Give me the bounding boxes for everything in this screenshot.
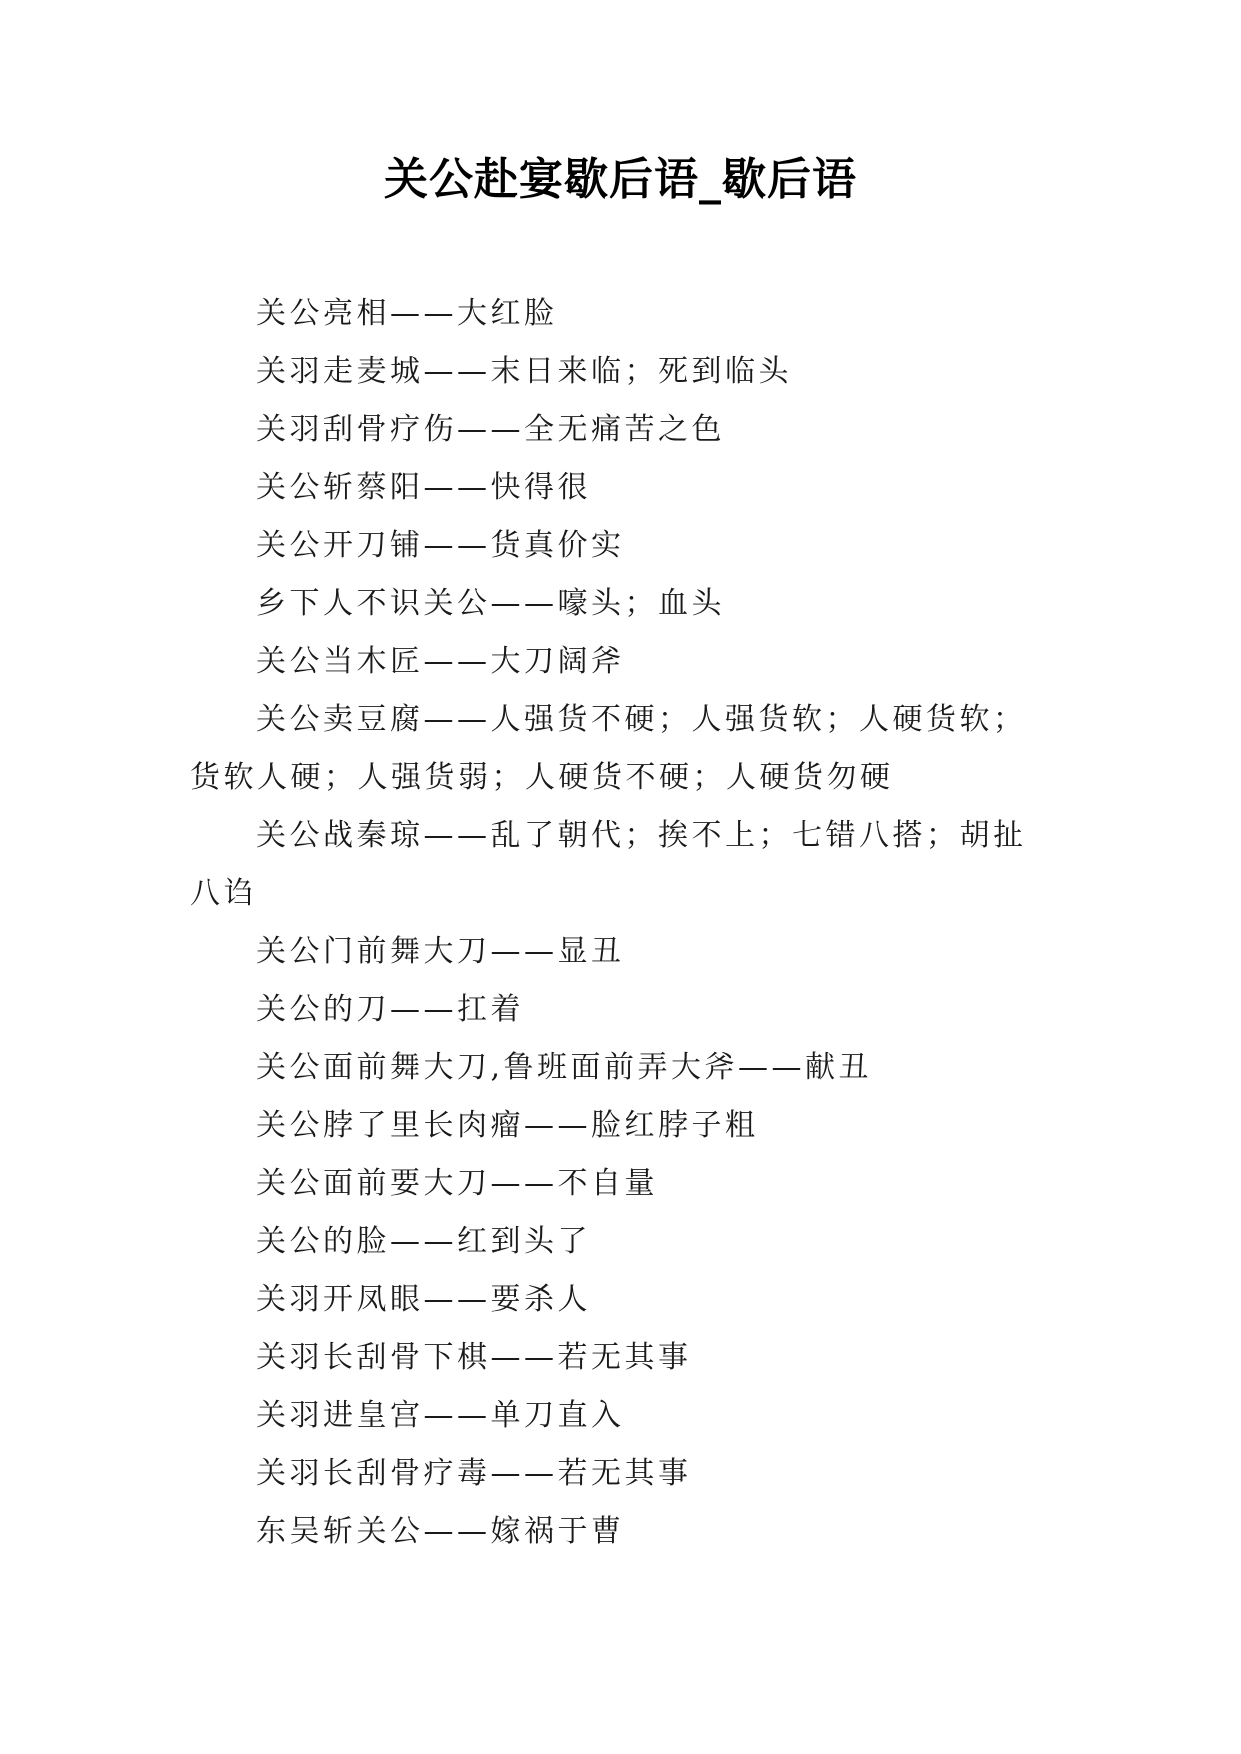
xiehouyu-entry: 乡下人不识关公——嚎头；血头 <box>256 586 725 621</box>
xiehouyu-entry: 关羽长刮骨下棋——若无其事 <box>256 1340 692 1375</box>
xiehouyu-entry: 关羽长刮骨疗毒——若无其事 <box>256 1456 692 1491</box>
xiehouyu-entry: 关公亮相——大红脸 <box>256 296 558 331</box>
xiehouyu-entry: 关公的刀——扛着 <box>256 992 524 1027</box>
xiehouyu-entry: 关公脖了里长肉瘤——脸红脖子粗 <box>256 1108 759 1143</box>
document-title: 关公赴宴歇后语_歇后语 <box>384 154 857 205</box>
xiehouyu-entry: 东吴斩关公——嫁祸于曹 <box>256 1514 625 1549</box>
xiehouyu-entry: 关羽开凤眼——要杀人 <box>256 1282 591 1317</box>
xiehouyu-entry: 关公开刀铺——货真价实 <box>256 528 625 563</box>
xiehouyu-entry: 关公面前舞大刀,鲁班面前弄大斧——献丑 <box>256 1050 873 1085</box>
document-body <box>190 285 1056 1561</box>
xiehouyu-entry: 关公斩蔡阳——快得很 <box>256 470 591 505</box>
xiehouyu-entry: 关公战秦琼——乱了朝代；挨不上；七错八搭；胡扯八诌 <box>190 818 1027 911</box>
xiehouyu-entry: 关公当木匠——大刀阔斧 <box>256 644 625 679</box>
xiehouyu-entry: 关公的脸——红到头了 <box>256 1224 591 1259</box>
xiehouyu-entry: 关羽走麦城——末日来临；死到临头 <box>256 354 792 389</box>
xiehouyu-entry: 关羽进皇宫——单刀直入 <box>256 1398 625 1433</box>
xiehouyu-entry: 关羽刮骨疗伤——全无痛苦之色 <box>256 412 725 447</box>
xiehouyu-entry: 关公面前要大刀——不自量 <box>256 1166 658 1201</box>
xiehouyu-entry: 关公卖豆腐——人强货不硬；人强货软；人硬货软；货软人硬；人强货弱；人硬货不硬；人硬货勿硬 <box>190 702 1027 795</box>
xiehouyu-entry: 关公门前舞大刀——显丑 <box>256 934 625 969</box>
